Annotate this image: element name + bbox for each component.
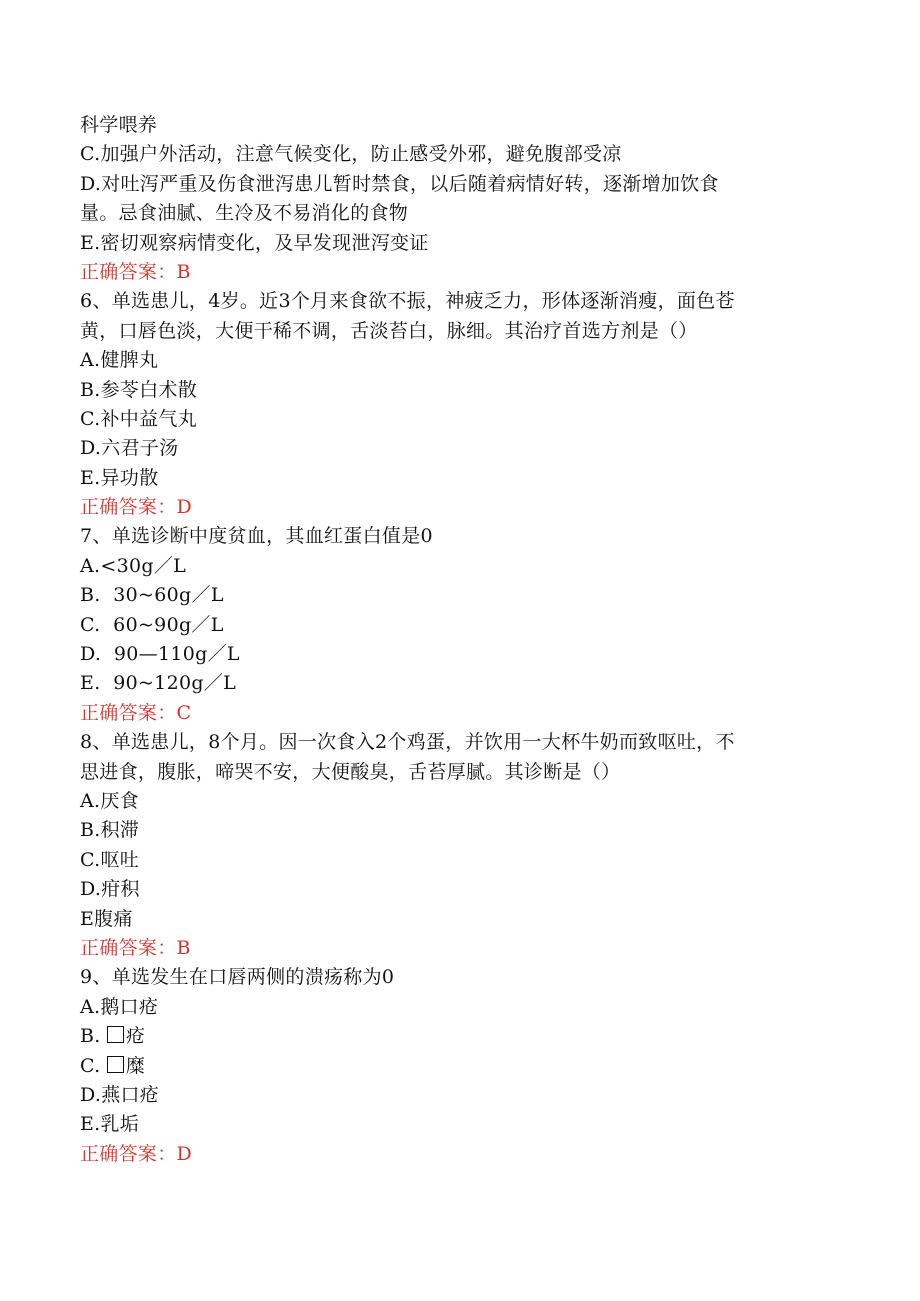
question-7-option-d: D. 90—110g／L xyxy=(80,643,240,666)
document-page xyxy=(80,111,840,1169)
missing-glyph-box xyxy=(107,1056,124,1073)
question-7-stem: 7、单选诊断中度贫血，其血红蛋白值是0 xyxy=(80,525,433,548)
option-d-line2: 量。忌食油腻、生冷及不易消化的食物 xyxy=(80,202,409,225)
question-6-option-c: C.补中益气丸 xyxy=(80,407,198,430)
question-8-answer: 正确答案：B xyxy=(80,936,191,959)
question-8-option-a: A.厌食 xyxy=(80,789,139,812)
question-9-option-e: E.乳垢 xyxy=(80,1113,140,1136)
question-6-stem-line2: 黄，口唇色淡，大便干稀不调，舌淡苔白，脉细。其治疗首选方剂是（） xyxy=(80,319,698,342)
question-7-answer: 正确答案：C xyxy=(80,701,192,724)
question-7-option-b: B. 30~60g／L xyxy=(80,584,224,607)
option-b-prefix: B. xyxy=(80,1025,101,1048)
question-6-option-b: B.参苓白术散 xyxy=(80,378,198,401)
question-7-option-e: E. 90~120g／L xyxy=(80,672,237,695)
question-6-option-e: E.异功散 xyxy=(80,466,159,489)
question-6-option-d: D.六君子汤 xyxy=(80,437,179,460)
question-9-option-b xyxy=(80,1022,840,1051)
option-d-line1: D.对吐泻严重及伤食泄泻患儿暂时禁食，以后随着病情好转，逐渐增加饮食 xyxy=(80,172,719,195)
question-8-option-e: E腹痛 xyxy=(80,907,133,930)
missing-glyph-box xyxy=(107,1026,124,1043)
option-e: E.密切观察病情变化，及早发现泄泻变证 xyxy=(80,231,429,254)
question-8-option-d: D.疳积 xyxy=(80,878,140,901)
question-8-option-b: B.积滞 xyxy=(80,819,140,842)
question-8-option-c: C.呕吐 xyxy=(80,848,140,871)
option-c: C.加强户外活动，注意气候变化，防止感受外邪，避免腹部受凉 xyxy=(80,143,622,166)
question-6-answer: 正确答案：D xyxy=(80,496,193,519)
option-b-text: 疮 xyxy=(125,1025,146,1048)
question-8-stem-line1: 8、单选患儿，8个月。因一次食入2个鸡蛋，并饮用一大杯牛奶而致呕吐，不 xyxy=(80,731,735,754)
question-9-option-c xyxy=(80,1052,840,1081)
continuation-text: 科学喂养 xyxy=(80,114,158,136)
question-6-stem-line1: 6、单选患儿，4岁。近3个月来食欲不振，神疲乏力，形体逐渐消瘦，面色苍 xyxy=(80,290,735,313)
question-9-option-d: D.燕口疮 xyxy=(80,1083,160,1106)
question-9-stem: 9、单选发生在口唇两侧的溃疡称为0 xyxy=(80,966,395,989)
answer-label: 正确答案：B xyxy=(80,260,191,283)
question-9-answer: 正确答案：D xyxy=(80,1142,193,1165)
question-9-option-a: A.鹅口疮 xyxy=(80,995,159,1018)
question-6-option-a: A.健脾丸 xyxy=(80,349,159,372)
option-c-text: 糜 xyxy=(125,1054,146,1077)
question-7-option-c: C. 60~90g／L xyxy=(80,613,224,636)
question-8-stem-line2: 思进食，腹胀，啼哭不安，大便酸臭，舌苔厚腻。其诊断是（） xyxy=(80,760,621,783)
question-7-option-a: A.<30g／L xyxy=(80,554,187,577)
option-c-prefix: C. xyxy=(80,1054,101,1077)
